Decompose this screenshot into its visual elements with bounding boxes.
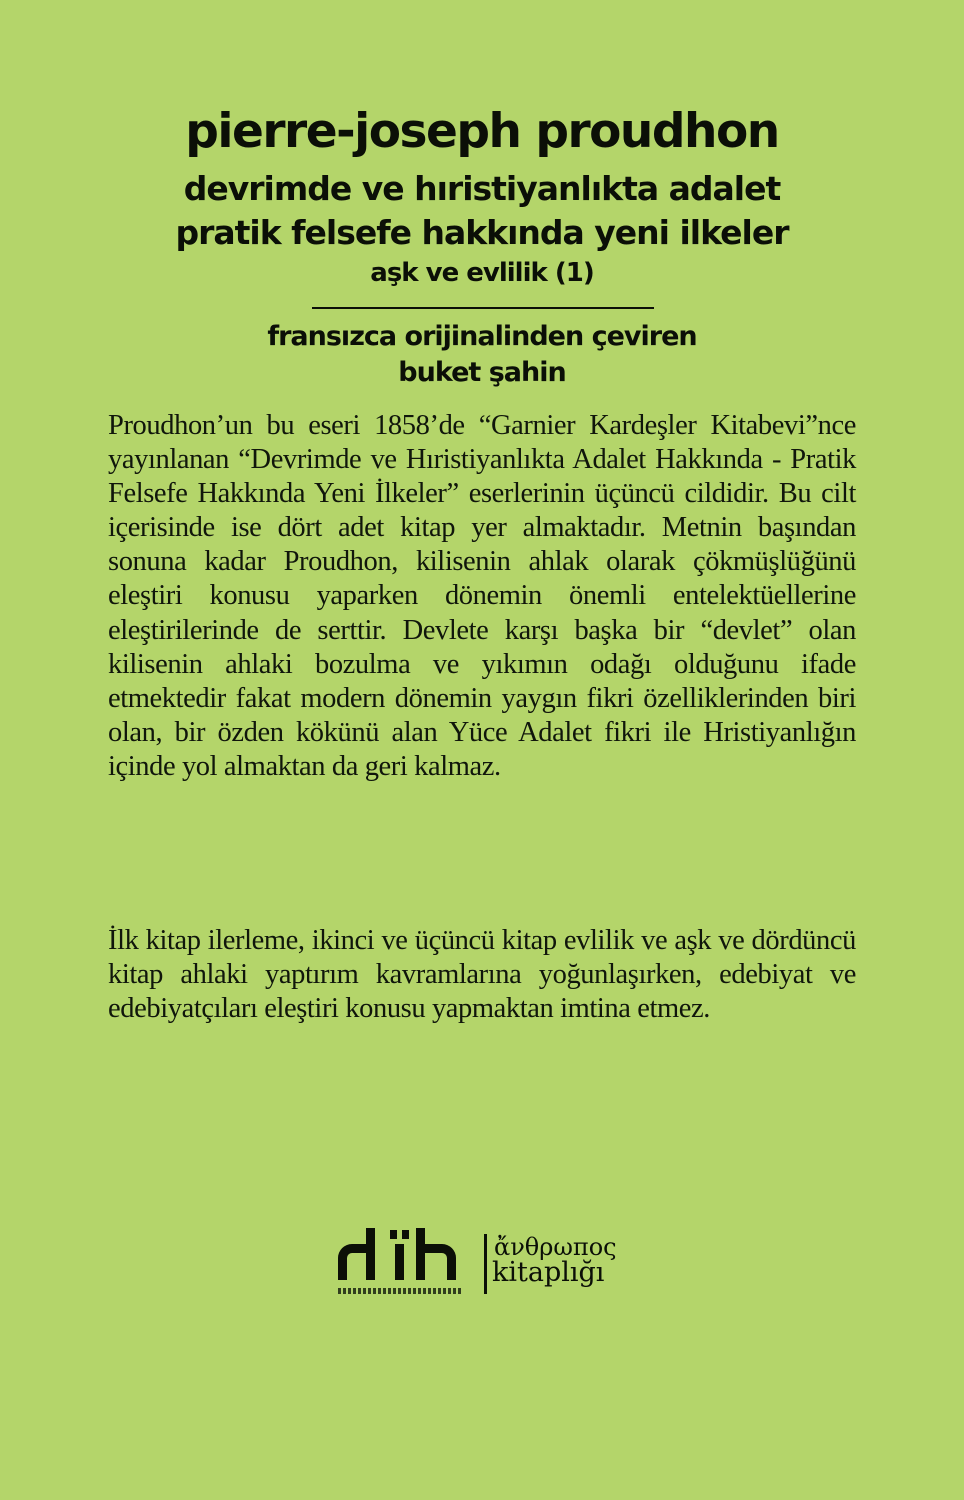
book-title-line-1: devrimde ve hıristiyanlıkta adalet — [183, 169, 781, 208]
blurb-paragraph-1: Proudhon’un bu eseri 1858’de “Garnier Kardeşler Kitabevi”nce yayınlanan “Devrimde ve Hıristiyanlıkta Adalet Hakkında - Pratik Felsefe Hakkında Yeni İlkeler” eserlerinin üçüncü cildidir. Bu cilt içerisinde ise dört adet kitap yer almaktadır. Metnin başından sonuna kadar Proudhon, kilisenin ahlak olarak çökmüşlüğünü eleştiri konusu yaparken dönemin önemli entelektüellerine eleştirilerinde de serttir. Devlete karşı başka bir “devlet” olan kilisenin ahlaki bozulma ve yıkımın odağı olduğunu ifade etmektedir fakat modern dönemin yaygın fikri özelliklerinden biri olan, bir özden kökünü alan Yüce Adalet fikri ile Hristiyanlığın içinde yol almaktan da geri kalmaz. — [108, 410, 856, 782]
divider-rule — [312, 307, 654, 309]
translator-label: fransızca orijinalinden çeviren — [267, 321, 697, 352]
logo-separator — [484, 1234, 487, 1294]
publisher-name-turkish: kitaplığı — [492, 1257, 605, 1288]
publisher-name-greek: ἄνθρωπος — [494, 1233, 617, 1261]
publisher-logo — [336, 1222, 626, 1302]
logo-glyph-i-dot-left — [390, 1230, 397, 1239]
translator-name: buket şahin — [398, 357, 566, 388]
logo-glyph-i-stem — [395, 1244, 404, 1280]
author-name: pierre-joseph proudhon — [185, 104, 779, 159]
logo-microtext — [338, 1288, 462, 1294]
volume-subtitle: aşk ve evlilik (1) — [370, 258, 594, 288]
logo-glyph-d — [338, 1228, 375, 1280]
blurb-paragraph-2: İlk kitap ilerleme, ikinci ve üçüncü kitap evlilik ve aşk ve dördüncü kitap ahlaki yaptırım kavramlarına yoğunlaşırken, edebiyat ve edebiyatçıları eleştiri konusu yapmaktan imtina etmez. — [108, 925, 856, 1025]
logo-glyph-h — [416, 1228, 456, 1280]
logo-glyph-i-dot-right — [402, 1230, 409, 1239]
book-title-line-2: pratik felsefe hakkında yeni ilkeler — [175, 213, 789, 252]
